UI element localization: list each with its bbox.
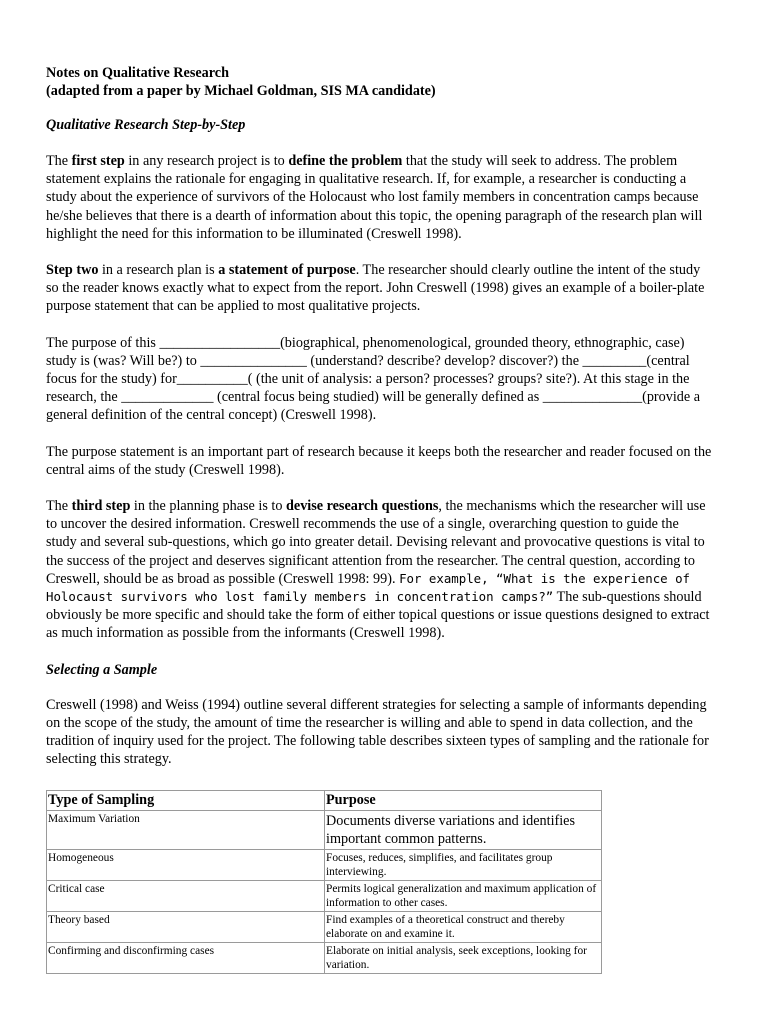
p1-text-1: The bbox=[46, 153, 72, 169]
table-cell-purpose: Find examples of a theoretical construct and thereby elaborate on and examine it. bbox=[325, 912, 602, 943]
table-cell-type: Homogeneous bbox=[47, 850, 325, 881]
p5-bold-third-step: third step bbox=[71, 498, 131, 515]
paragraph-sampling-strategies: Creswell (1998) and Weiss (1994) outline several different strategies for selecting a sample of informants depending on the scope of the study, the amount of time the researcher is willing and able to spend in data collection, and the tradition of inquiry used for the project. The following table describes sixteen types of sampling and the rationale for selecting this strategy. bbox=[46, 696, 709, 768]
p2-bold-step-two: Step two bbox=[46, 262, 99, 279]
paragraph-purpose-importance: The purpose statement is an important part of research because it keeps both the researcher and reader focused on the central aims of the study (Creswell 1998). bbox=[46, 443, 712, 478]
paragraph-step-two bbox=[46, 261, 712, 316]
paragraph-third-step bbox=[46, 497, 712, 643]
table-row bbox=[47, 811, 602, 850]
table-row bbox=[47, 912, 602, 943]
table-cell-type: Maximum Variation bbox=[47, 811, 325, 850]
section-title-selecting-sample: Selecting a Sample bbox=[46, 661, 158, 678]
document-subtitle: (adapted from a paper by Michael Goldman, SIS MA candidate) bbox=[46, 83, 436, 99]
table-cell-type: Critical case bbox=[47, 881, 325, 912]
p5-text-4: The sub-questions should obviously be more specific and should take the form of either topical questions or issue questions designed to extract as much information as possible from the informants (Creswell 1998). bbox=[46, 589, 710, 642]
p5-bold-devise-questions: devise research questions bbox=[286, 498, 439, 515]
p2-text-2: . The researcher should clearly outline the intent of the study so the reader knows exactly what to expect from the report. John Creswell (1998) gives an example of a boiler-plate purpose statement that can be applied to most qualitative projects. bbox=[46, 262, 705, 315]
table-cell-type: Theory based bbox=[47, 912, 325, 943]
p2-bold-statement-of-purpose: a statement of purpose bbox=[218, 262, 356, 279]
paragraph-purpose-template: The purpose of this _________________(biographical, phenomenological, grounded theory, ethnographic, case) study is (was? Will be?) to _______________ (understand? describe? develop? discover?) the _________(central focus for the study) for__________( (the unit of analysis: a person? processes? groups? site?). At this stage in the research, the _____________ (central focus being studied) will be generally defined as ______________(provide a general definition of the central concept) (Creswell 1998). bbox=[46, 334, 701, 424]
table-header-row bbox=[47, 791, 602, 811]
p1-bold-first-step: first step bbox=[71, 153, 125, 169]
section-title-step-by-step: Qualitative Research Step-by-Step bbox=[46, 117, 246, 133]
p5-example-question: For example, “What is the experience of Holocaust survivors who lost family members in concentration camps?” bbox=[46, 570, 690, 605]
p2-text-1: in a research plan is bbox=[98, 262, 219, 279]
document-title: Notes on Qualitative Research bbox=[46, 65, 229, 81]
table-row bbox=[47, 850, 602, 881]
p5-text-3: , the mechanisms which the researcher will use to uncover the desired information. Creswell recommends the use of a single, overarching question to guide the study and several sub-questions, which go into greater detail. Devising relevant and provocative questions is vital to the success of the project and deserves significant attention from the researcher. The central question, according to Creswell, should be as broad as possible (Creswell 1998: 99). bbox=[46, 498, 706, 587]
p1-bold-define-problem: define the problem bbox=[288, 153, 403, 169]
table-cell-purpose: Permits logical generalization and maximum application of information to other cases. bbox=[325, 881, 602, 912]
table-row bbox=[47, 943, 602, 974]
column-header-type: Type of Sampling bbox=[47, 791, 325, 811]
table-cell-purpose: Focuses, reduces, simplifies, and facilitates group interviewing. bbox=[325, 850, 602, 881]
p5-text-2: in the planning phase is to bbox=[130, 498, 286, 515]
column-header-purpose: Purpose bbox=[325, 791, 602, 811]
p1-text-2: in any research project is to bbox=[124, 153, 289, 169]
table-cell-purpose: Elaborate on initial analysis, seek exceptions, looking for variation. bbox=[325, 943, 602, 974]
table-row bbox=[47, 881, 602, 912]
p5-text-1: The bbox=[46, 498, 72, 515]
table-cell-type: Confirming and disconfirming cases bbox=[47, 943, 325, 974]
table-cell-purpose: Documents diverse variations and identifies important common patterns. bbox=[325, 811, 602, 850]
paragraph-first-step bbox=[46, 152, 712, 243]
sampling-table bbox=[46, 790, 602, 974]
p1-text-3: that the study will seek to address. The problem statement explains the rationale for engaging in qualitative research. If, for example, a researcher is conducting a study about the experience of survivors of the Holocaust who lost family members in concentration camps because he/she believes that there is a dearth of information about this topic, the opening paragraph of the research plan will highlight the need for this information to be illuminated (Creswell 1998). bbox=[46, 153, 703, 242]
